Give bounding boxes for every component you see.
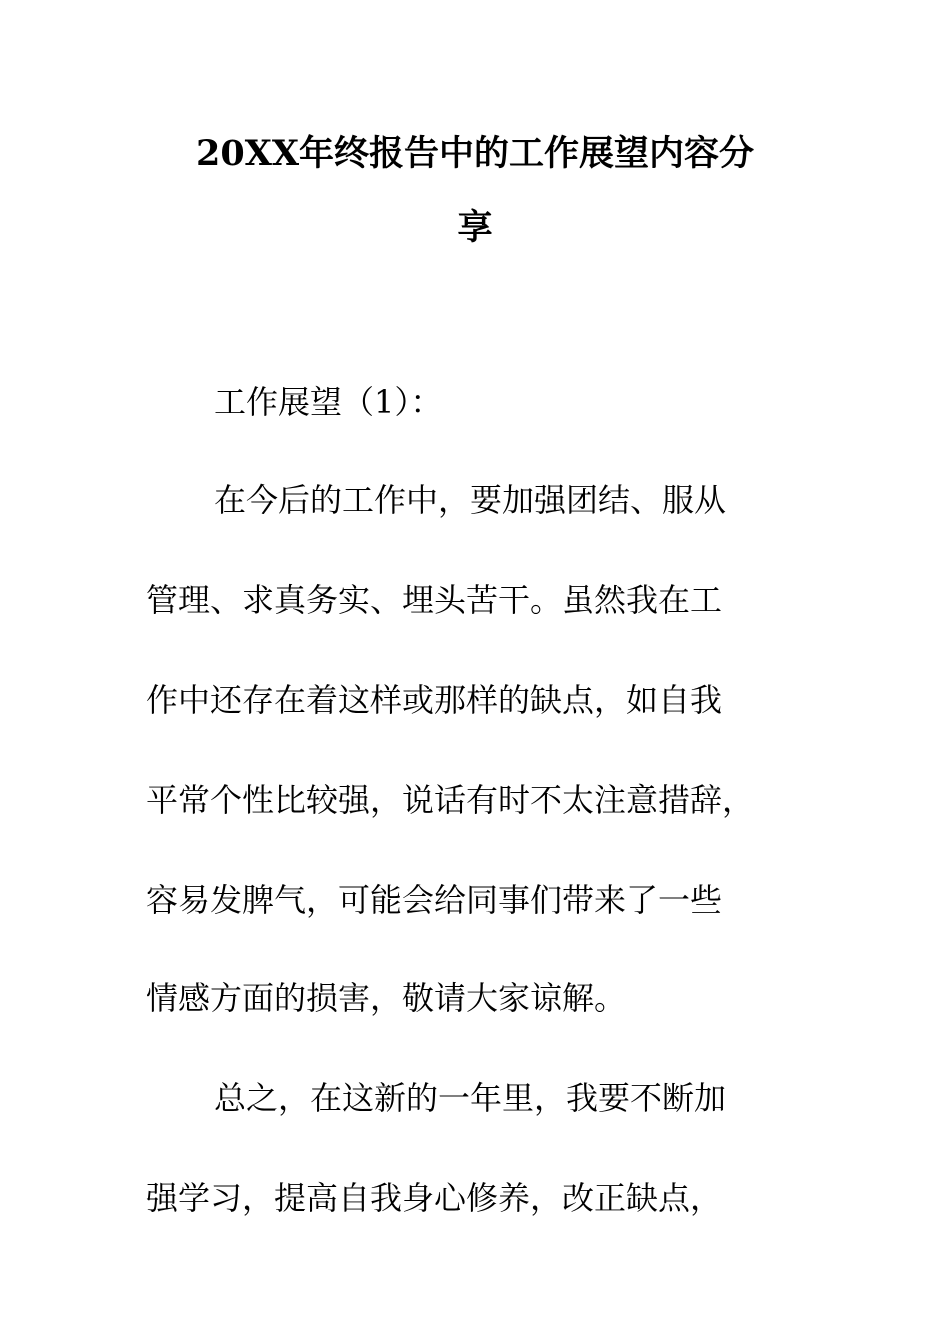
paragraph-line: 管理、求真务实、埋头苦干。虽然我在工 xyxy=(146,581,723,619)
document-title-line-1: 20XX年终报告中的工作展望内容分 xyxy=(195,133,755,174)
paragraph-line: 强学习，提高自我身心修养，改正缺点， xyxy=(146,1179,723,1217)
section-heading: 工作展望（1）： xyxy=(214,383,443,421)
paragraph-line: 作中还存在着这样或那样的缺点，如自我 xyxy=(146,681,723,719)
paragraph-line: 在今后的工作中，要加强团结、服从 xyxy=(214,481,727,519)
paragraph-line: 情感方面的损害，敬请大家谅解。 xyxy=(146,979,627,1017)
paragraph-line: 容易发脾气，可能会给同事们带来了一些 xyxy=(146,881,723,919)
paragraph-line: 平常个性比较强，说话有时不太注意措辞， xyxy=(146,781,755,819)
document-title-line-2: 享 xyxy=(457,207,493,248)
paragraph-line: 总之，在这新的一年里，我要不断加 xyxy=(214,1079,727,1117)
